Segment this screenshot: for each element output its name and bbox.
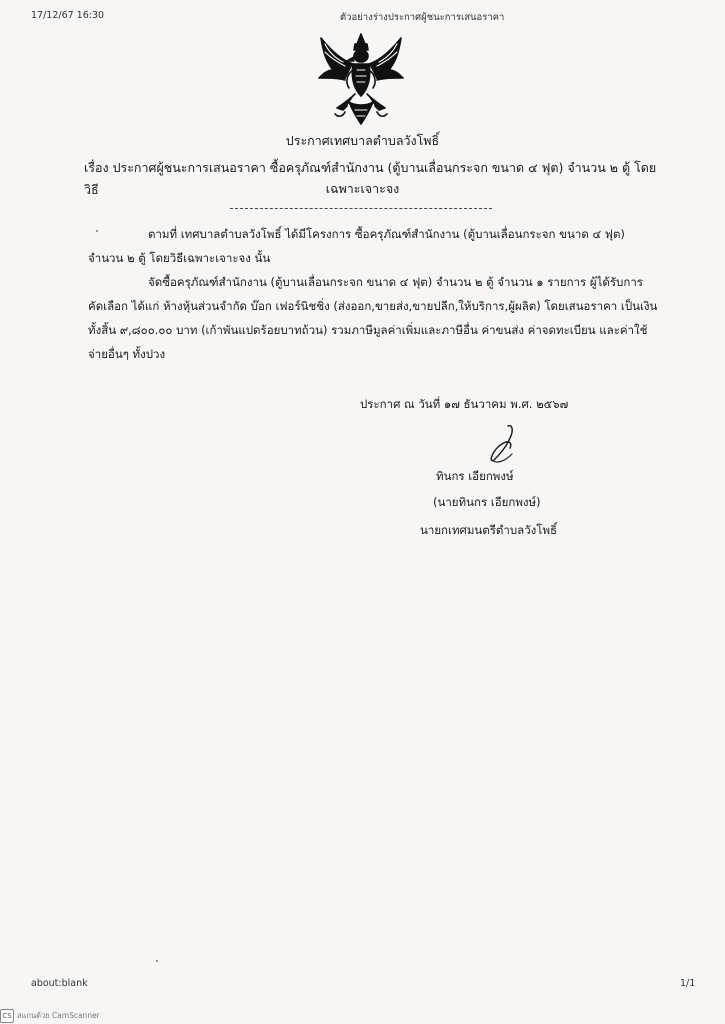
announcement-date: ประกาศ ณ วันที่ ๑๗ ธันวาคม พ.ศ. ๒๕๖๗ xyxy=(360,397,569,411)
paragraph2-line3: ทั้งสิ้น ๙,๘๐๐.๐๐ บาท (เก้าพันแปดร้อยบาทถ้วน) รวมภาษีมูลค่าเพิ่มและภาษีอื่น ค่าขนส่ง ค่าจดทะเบียน และค่าใช้ xyxy=(88,323,648,337)
garuda-emblem-icon xyxy=(313,30,409,128)
scan-speck xyxy=(156,960,158,962)
paragraph1-line1: ตามที่ เทศบาลตำบลวังโพธิ์ ได้มีโครงการ ซื้อครุภัณฑ์สำนักงาน (ตู้บานเลื่อนกระจก ขนาด ๔ ฟุต) xyxy=(148,227,625,241)
signer-full-name: (นายทินกร เอียกพงษ์) xyxy=(433,495,541,509)
paragraph2-line2: คัดเลือก ได้แก่ ห้างหุ้นส่วนจำกัด บ๊อก เฟอร์นิชชิ่ง (ส่งออก,ขายส่ง,ขายปลีก,ให้บริการ,ผู้ผลิต) โดยเสนอราคา เป็นเงิน xyxy=(88,299,658,313)
print-url: about:blank xyxy=(31,978,88,989)
paragraph2-line4: จ่ายอื่นๆ ทั้งปวง xyxy=(88,347,166,361)
print-datetime: 17/12/67 16:30 xyxy=(31,10,105,21)
print-page-title: ตัวอย่างร่างประกาศผู้ชนะการเสนอราคา xyxy=(340,12,505,23)
document-subject-line1: เรื่อง ประกาศผู้ชนะการเสนอราคา ซื้อครุภัณฑ์สำนักงาน (ตู้บานเลื่อนกระจก ขนาด ๔ ฟุต) จำนวน ๒ ตู้ โดยวิธี xyxy=(84,160,657,197)
scanner-label: สแกนด้วย CamScanner xyxy=(17,1011,100,1020)
signer-name: ทินกร เอียกพงษ์ xyxy=(436,469,514,483)
signature-icon xyxy=(482,420,522,466)
divider xyxy=(230,208,492,209)
paragraph1-line2: จำนวน ๒ ตู้ โดยวิธีเฉพาะเจาะจง นั้น xyxy=(88,251,271,265)
camscanner-logo-icon: CS xyxy=(0,1009,14,1023)
paragraph2-line1: จัดซื้อครุภัณฑ์สำนักงาน (ตู้บานเลื่อนกระจก ขนาด ๔ ฟุต) จำนวน ๒ ตู้ จำนวน ๑ รายการ ผู้ได้รับการ xyxy=(148,275,643,289)
print-page-number: 1/1 xyxy=(680,978,696,989)
document-subject-line2: เฉพาะเจาะจง xyxy=(325,181,400,196)
document-title: ประกาศเทศบาลตำบลวังโพธิ์ xyxy=(285,133,440,148)
signer-title: นายกเทศมนตรีตำบลวังโพธิ์ xyxy=(420,523,558,537)
scan-speck xyxy=(96,230,98,232)
scanner-watermark xyxy=(0,1008,100,1024)
